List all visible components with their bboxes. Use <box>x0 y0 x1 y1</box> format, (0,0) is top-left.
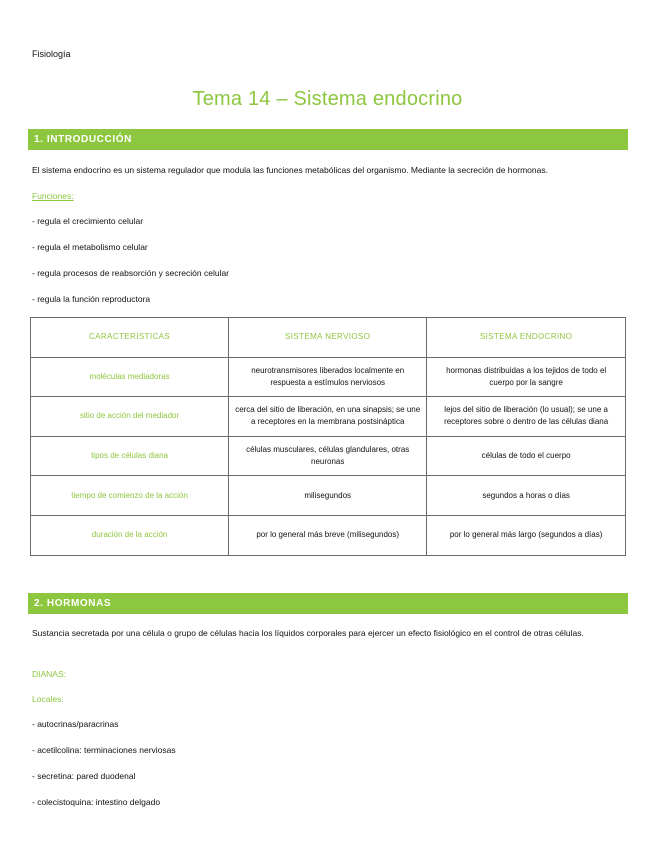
table-row <box>31 357 626 397</box>
row-label: sitio de acción del mediador <box>31 397 229 437</box>
diana-item: - colecistoquina: intestino delgado <box>32 797 161 807</box>
table-cell: neurotransmisores liberados localmente en respuesta a estímulos nerviosos <box>229 357 427 397</box>
table-header-row <box>31 318 626 358</box>
row-label: duración de la acción <box>31 515 229 555</box>
section-heading-hormonas: 2. HORMONAS <box>28 593 628 614</box>
function-item: - regula la función reproductora <box>32 294 151 304</box>
table-header-cell: CARACTERÍSTICAS <box>31 318 229 358</box>
table-cell: células musculares, células glandulares, otras neuronas <box>229 436 427 476</box>
function-item: - regula el crecimiento celular <box>32 216 144 226</box>
table-cell: lejos del sitio de liberación (lo usual); se une a receptores sobre o dentro de las células diana <box>427 397 626 437</box>
table-row <box>31 436 626 476</box>
course-label: Fisiología <box>32 49 71 59</box>
comparison-table <box>30 317 626 556</box>
table-row <box>31 397 626 437</box>
table-cell: segundos a horas o días <box>427 476 626 516</box>
row-label: moléculas mediadoras <box>31 357 229 397</box>
table-cell: células de todo el cuerpo <box>427 436 626 476</box>
diana-item: - autocrinas/paracrinas <box>32 719 119 729</box>
diana-item: - acetilcolina: terminaciones nerviosas <box>32 745 176 755</box>
table-cell: milisegundos <box>229 476 427 516</box>
dianas-label: DIANAS: <box>32 669 67 679</box>
table-cell: por lo general más largo (segundos a días) <box>427 515 626 555</box>
diana-item: - secretina: pared duodenal <box>32 771 136 781</box>
hormone-definition: Sustancia secretada por una célula o grupo de células hacia los líquidos corporales para ejercer un efecto fisiológico en el control de otras células. <box>32 628 584 638</box>
locales-label: Locales: <box>32 694 64 704</box>
table-cell: por lo general más breve (milisegundos) <box>229 515 427 555</box>
function-item: - regula procesos de reabsorción y secreción celular <box>32 268 230 278</box>
intro-paragraph: El sistema endocrino es un sistema regulador que modula las funciones metabólicas del organismo. Mediante la secreción de hormonas. <box>32 165 548 175</box>
row-label: tiempo de comienzo de la acción <box>31 476 229 516</box>
function-item: - regula el metabolismo celular <box>32 242 148 252</box>
table-header-cell: SISTEMA ENDOCRINO <box>427 318 626 358</box>
table-cell: cerca del sitio de liberación, en una sinapsis; se une a receptores en la membrana postsináptica <box>229 397 427 437</box>
page-title: Tema 14 – Sistema endocrino <box>192 88 463 110</box>
row-label: tipos de células diana <box>31 436 229 476</box>
table-header-cell: SISTEMA NERVIOSO <box>229 318 427 358</box>
functions-label: Funciones: <box>32 191 74 201</box>
section-heading-introduccion: 1. INTRODUCCIÓN <box>28 129 628 150</box>
table-cell: hormonas distribuidas a los tejidos de todo el cuerpo por la sangre <box>427 357 626 397</box>
table-row <box>31 476 626 516</box>
table-row <box>31 515 626 555</box>
